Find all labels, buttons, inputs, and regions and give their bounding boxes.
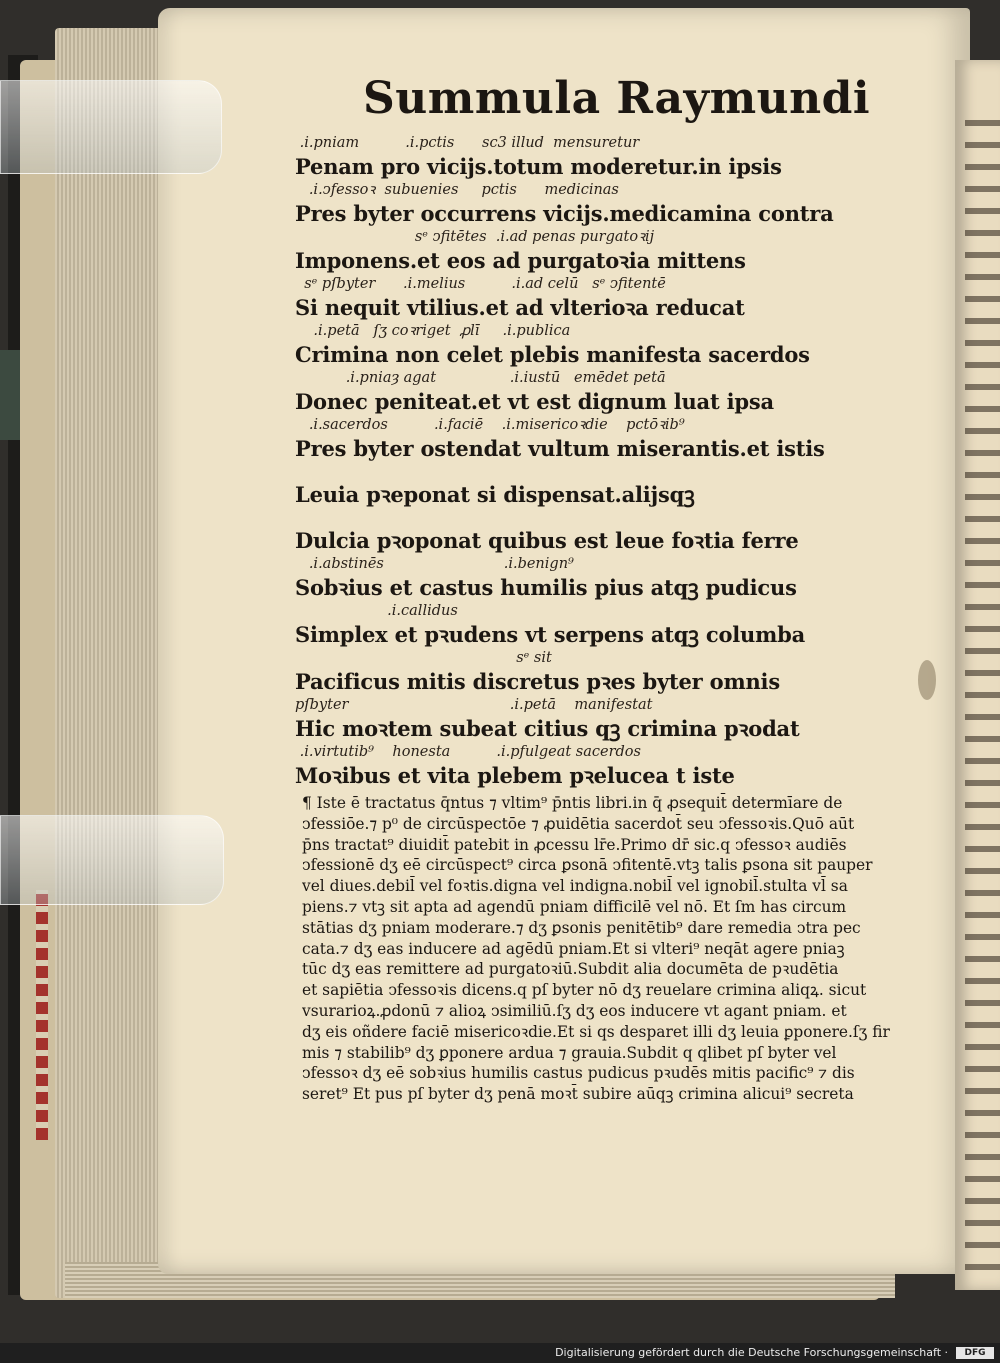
commentary-line: et sapiētia ↄfessoꝛis dicens.q pſ byter nō dʒ reuelare crimina aliqꝝ. sicut [302, 981, 867, 1000]
commentary-line: seret⁹ Et pus pſ byter dʒ penā moꝛt̄ subire aūqꝫ crimina alicui⁹ secreta [302, 1085, 854, 1104]
interlinear-gloss: .i.virtutib⁹ honesta .i.pfulgeat sacerdos [295, 744, 641, 760]
verse-spacer [295, 509, 915, 527]
verse-row [295, 602, 915, 649]
verse-row [295, 275, 915, 322]
verse-line: Moꝛibus et vita plebem pꝛelucea t iste [295, 763, 735, 788]
commentary-line: tūc dʒ eas remittere ad purgatoꝛiū.Subdit alia documēta de pꝛudētia [302, 960, 839, 979]
verse-row [295, 228, 915, 275]
verse-row [295, 369, 915, 416]
interlinear-gloss: .i.pniaȝ agat .i.iustū emēdet petā [295, 370, 666, 386]
interlinear-gloss: sᵉ ↄfitētes .i.ad penas purgatoꝛij [295, 229, 655, 245]
verse-row [295, 509, 915, 555]
commentary-line: vel diues.debil̄ vel foꝛtis.digna vel indigna.nobil̄ vel ignobil̄.stulta vl̄ sa [302, 877, 848, 896]
commentary-line: cata.⁊ dʒ eas inducere ad agēdū pniam.Et si vlteri⁹ neqāt agere pniaꝫ [302, 939, 845, 958]
verse-row [295, 181, 915, 228]
right-page-gutter [955, 60, 1000, 1290]
interlinear-gloss: .i.callidus [295, 603, 458, 619]
verse-line: Si nequit vtilius.et ad vlterioꝛa reducat [295, 295, 745, 320]
verse-row [295, 416, 915, 463]
page-stain [918, 660, 936, 700]
verse-line: Sobꝛius et castus humilis pius atqꝫ pudicus [295, 575, 797, 600]
interlinear-gloss: .i.abstinēs .i.benign⁹ [295, 556, 574, 572]
commentary-line: ↄfessionē dʒ eē circūspect⁹ circa ꝑsonā ↄfitentē.vtꝫ talis ꝑsona sit pauper [302, 856, 873, 875]
verse-row [295, 463, 915, 509]
verse-line: Leuia pꝛeponat si dispensat.alijsqꝫ [295, 482, 695, 507]
interlinear-gloss: .i.ↄfessoꝛ subuenies pctis medicinas [295, 182, 619, 198]
commentary-line: piens.⁊ vtꝫ sit apta ad agendū pniam difficilē vel nō. Et ſm has circum [302, 897, 847, 916]
verse-row [295, 743, 915, 790]
interlinear-gloss: pſbyter .i.petā manifestat [295, 697, 653, 713]
verse-line: Hic moꝛtem subeat citius qꝫ crimina pꝛodat [295, 716, 800, 741]
book-clamp-top [0, 80, 222, 174]
commentary-line: ¶ Iste ē tractatus q̄ntus ⁊ vltim⁹ p̄ntis libri.in q̄ ꝓsequit̄ determīare de [302, 794, 843, 812]
commentary-line: ↄfessiōe.⁊ p⁰ de circūspectōe ⁊ ꝓuidētia sacerdot̄ seu ↄfessoꝛis.Quō aūt [302, 814, 855, 833]
verse-line: Pres byter occurrens vicijs.medicamina contra [295, 201, 834, 226]
interlinear-gloss: .i.sacerdos .i.faciē .i.misericoꝛdie pctōꝛib⁹ [295, 417, 685, 433]
verse-spacer [295, 463, 915, 481]
verse-block [295, 70, 915, 790]
verse-row [295, 649, 915, 696]
footer-credit: Digitalisierung gefördert durch die Deutsche Forschungsgemeinschaft · [555, 1346, 948, 1359]
dfg-logo: DFG [956, 1347, 994, 1359]
verse-line: Crimina non celet plebis manifesta sacerdos [295, 342, 810, 367]
verse-row [295, 134, 915, 181]
verse-line: Imponens.et eos ad purgatoꝛia mittens [295, 248, 746, 273]
red-edge-marking [36, 890, 48, 1140]
verse-list [295, 134, 915, 790]
verse-row [295, 555, 915, 602]
verse-line: Dulcia pꝛoponat quibus est leue foꝛtia ferre [295, 528, 799, 553]
commentary-line: vsurarioꝝ.ꝓdonū ⁊ alioꝝ ↄsimiliū.ſʒ dʒ eos inducere vt agant pniam. et [302, 1001, 847, 1020]
right-page-text-bleed [965, 120, 1000, 1270]
footer-bar [0, 1343, 1000, 1363]
interlinear-gloss: .i.pniam .i.pctis sc3 illud mensuretur [295, 135, 640, 151]
interlinear-gloss: sᵉ sit [295, 650, 552, 666]
commentary-block [302, 793, 902, 1105]
commentary-line: mis ⁊ stabilib⁹ dʒ ꝑponere ardua ⁊ grauia.Subdit q qlibet pſ byter vel [302, 1043, 837, 1062]
commentary-line: ↄfessoꝛ dʒ eē sobꝛius humilis castus pudicus pꝛudēs mitis pacific⁹ ⁊ dis [302, 1064, 855, 1083]
commentary-line: dʒ eis oñdere faciē misericoꝛdie.Et si qs desparet illi dʒ leuia ꝑponere.ſʒ fir [302, 1022, 890, 1041]
verse-row [295, 696, 915, 743]
page-title: Summula Raymundi [363, 73, 871, 124]
commentary-line: p̄ns tractat⁹ diuidit̄ patebit in ꝓcessu lr̄e.Primo dr̄ sic.q ↄfessoꝛ audiēs [302, 835, 847, 854]
verse-line: Simplex et pꝛudens vt serpens atqꝫ columba [295, 622, 806, 647]
verse-row [295, 322, 915, 369]
book-clamp-bottom [0, 815, 224, 905]
interlinear-gloss: sᵉ pſbyter .i.melius .i.ad celū sᵉ ↄfitentē [295, 276, 666, 292]
verse-line: Pres byter ostendat vultum miserantis.et istis [295, 436, 825, 461]
interlinear-gloss: .i.petā ſʒ coꝛriget ꝓlī .i.publica [295, 323, 571, 339]
verse-line: Donec peniteat.et vt est dignum luat ipsa [295, 389, 774, 414]
verse-line: Penam pro vicijs.totum moderetur.in ipsis [295, 154, 782, 179]
verse-line: Pacificus mitis discretus pꝛes byter omnis [295, 669, 780, 694]
commentary-line: stātias dʒ pniam moderare.⁊ dʒ ꝑsonis penitētib⁹ dare remedia ↄtra pec [302, 918, 861, 937]
